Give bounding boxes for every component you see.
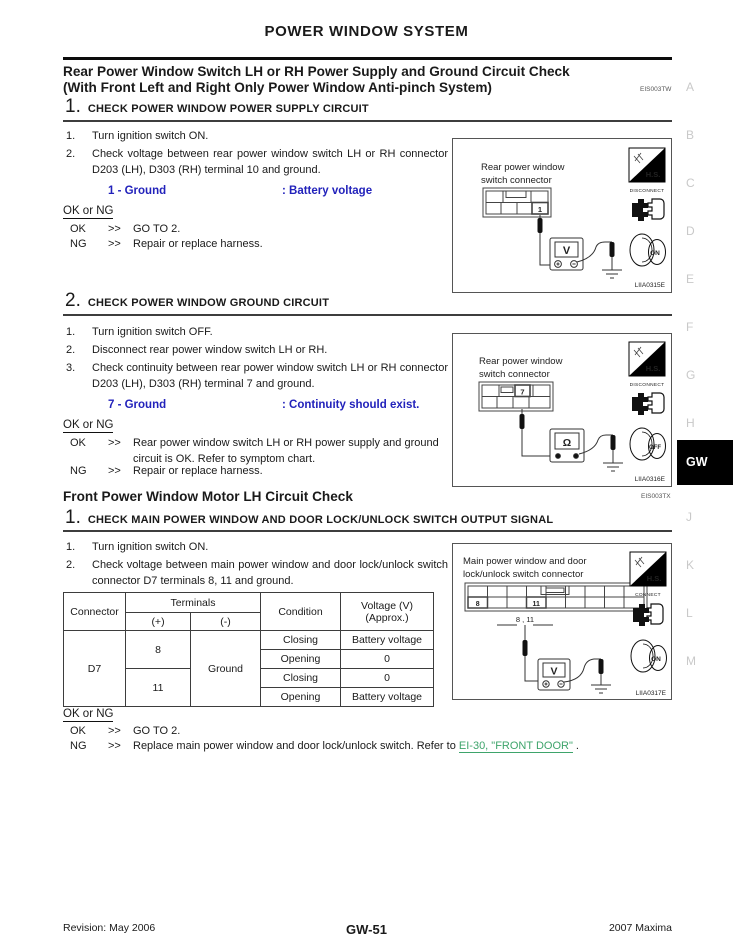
result-label: OK <box>70 437 86 449</box>
result-label: OK <box>70 223 86 235</box>
probe-icon <box>599 659 604 674</box>
result-label: OK <box>70 725 86 737</box>
item-number: 3. <box>66 362 76 374</box>
step3-items <box>63 539 448 589</box>
spec-value: : Battery voltage <box>282 185 373 197</box>
item-number: 1. <box>66 326 76 338</box>
hs-icon <box>629 148 665 182</box>
step-heading <box>63 507 672 529</box>
test-probe-wire <box>522 409 553 456</box>
item-text: Turn ignition switch OFF. <box>92 326 213 338</box>
col-header: (+) <box>126 613 191 631</box>
step1-items <box>63 128 448 178</box>
result-ng <box>63 464 448 480</box>
list-item <box>63 324 448 340</box>
item-number: 2. <box>66 148 76 160</box>
connect-icon <box>633 604 663 626</box>
figure-label: lock/unlock switch connector <box>463 569 584 580</box>
step2-items <box>63 324 448 392</box>
result-arrow: >> <box>108 223 121 235</box>
result-text: Rear power window switch LH or RH power supply and ground circuit is OK. Refer to symptom chart. <box>133 437 439 465</box>
col-header: Condition <box>261 593 341 631</box>
meter-letter: V <box>562 245 571 257</box>
figure-code: LIIA0315E <box>634 282 665 289</box>
ignition-key-icon <box>630 234 666 266</box>
hs-icon <box>630 552 666 586</box>
margin-letter-j: J <box>686 510 692 524</box>
result-ng <box>63 739 672 755</box>
margin-letter-f: F <box>686 320 694 334</box>
voltage-table <box>63 592 434 707</box>
margin-letter-e: E <box>686 272 695 286</box>
item-text: Turn ignition switch ON. <box>92 541 209 553</box>
section-code: EIS003TW <box>640 86 672 93</box>
cell-condition: Opening <box>261 688 341 707</box>
okng-heading: OK or NG <box>63 708 114 720</box>
disconnect-icon <box>632 199 664 221</box>
svg-text:H.S.: H.S. <box>645 364 661 373</box>
result-text <box>133 739 672 755</box>
divider <box>63 120 672 122</box>
margin-letter-h: H <box>686 416 695 430</box>
list-item <box>63 360 448 392</box>
col-header: (-) <box>191 613 261 631</box>
figure-3-diagram <box>453 544 671 699</box>
terminal-number: 11 <box>532 600 540 608</box>
cell-condition: Closing <box>261 631 341 650</box>
item-text: Check voltage between main power window and door lock/unlock switch connector D7 terminals 8, 11 and ground. <box>92 559 448 587</box>
result-text-pre: Replace main power window and door lock/unlock switch. Refer to <box>133 740 459 752</box>
list-item <box>63 128 448 144</box>
result-arrow: >> <box>108 740 121 752</box>
footer-revision: Revision: May 2006 <box>63 922 156 934</box>
list-item <box>63 557 448 589</box>
result-text: GO TO 2. <box>133 725 181 737</box>
item-text: Check voltage between rear power window switch LH or RH connector D203 (LH), D303 (RH) terminal 10 and ground. <box>92 148 448 176</box>
svg-text:H.S.: H.S. <box>645 170 661 179</box>
figure-code: LIIA0316E <box>634 476 665 483</box>
figure-label: Rear power window <box>481 162 565 173</box>
cell-plus: 11 <box>126 669 191 707</box>
figure-label: Main power window and door <box>463 556 587 567</box>
cell-voltage: Battery voltage <box>341 631 434 650</box>
divider <box>63 530 672 532</box>
section-tab-gw: GW <box>677 440 733 485</box>
probe-icon <box>610 242 615 257</box>
terminals-callout: 8 , 11 <box>515 615 535 624</box>
margin-letter-k: K <box>686 558 695 572</box>
hs-icon <box>629 342 665 376</box>
divider <box>63 57 672 60</box>
okng-heading: OK or NG <box>63 205 114 217</box>
list-item <box>63 146 448 178</box>
figure-rear-switch-voltage <box>452 138 672 293</box>
result-label: NG <box>70 238 87 250</box>
ignition-key-icon <box>630 428 666 460</box>
key-state: ON <box>651 656 661 663</box>
probe-icon <box>520 414 525 429</box>
step-number: 1. <box>65 96 81 117</box>
col-header: Terminals <box>126 593 261 613</box>
result-text: Repair or replace harness. <box>133 465 263 477</box>
figure-label: switch connector <box>481 175 552 186</box>
probe-icon <box>523 640 528 656</box>
page-title: POWER WINDOW SYSTEM <box>264 23 469 40</box>
cell-voltage: 0 <box>341 669 434 688</box>
item-text: Turn ignition switch ON. <box>92 130 209 142</box>
item-number: 2. <box>66 559 76 571</box>
section-title-front-motor: Front Power Window Motor LH Circuit Check <box>63 489 353 504</box>
spec-line <box>63 185 448 200</box>
spec-terminal: 7 - Ground <box>108 399 167 411</box>
step-number: 2. <box>65 290 81 311</box>
item-text: Disconnect rear power window switch LH or RH. <box>92 344 328 356</box>
col-header-line: (Approx.) <box>365 611 409 624</box>
item-number: 1. <box>66 541 76 553</box>
result-ok <box>63 724 672 740</box>
connector-grid <box>465 583 647 611</box>
cell-plus: 8 <box>126 631 191 669</box>
figure-2-diagram <box>453 334 671 486</box>
terminal-number: 7 <box>520 387 525 397</box>
col-header-line: Voltage (V) <box>361 599 413 612</box>
list-item <box>63 539 448 555</box>
figure-label: Rear power window <box>479 356 563 367</box>
cell-voltage: Battery voltage <box>341 688 434 707</box>
margin-letter-g: G <box>686 368 696 382</box>
result-ok <box>63 222 448 238</box>
divider <box>63 314 672 316</box>
cell-condition: Opening <box>261 650 341 669</box>
section-code: EIS003TX <box>641 493 671 500</box>
step-heading <box>63 96 672 118</box>
ground-icon <box>591 674 611 693</box>
disconnect-icon <box>632 393 664 415</box>
margin-letter-d: D <box>686 224 695 238</box>
step-heading <box>63 290 672 312</box>
connector-grid <box>479 382 553 411</box>
margin-letter-m: M <box>686 654 696 668</box>
result-ok <box>63 436 448 467</box>
cell-condition: Closing <box>261 669 341 688</box>
key-state: ON <box>650 250 660 257</box>
item-text: Check continuity between rear power window switch LH or RH connector D203 (LH), D303 (RH) terminal 7 and ground. <box>92 362 448 390</box>
cell-connector: D7 <box>64 631 126 707</box>
result-text: GO TO 2. <box>133 223 181 235</box>
margin-letter-a: A <box>686 80 695 94</box>
section-title-rear-switch <box>63 64 672 96</box>
cell-voltage: 0 <box>341 650 434 669</box>
list-item <box>63 342 448 358</box>
section-title-line2: (With Front Left and Right Only Power Window Anti-pinch System) <box>63 80 492 95</box>
result-label: NG <box>70 740 87 752</box>
result-ng <box>63 237 448 253</box>
spec-value: : Continuity should exist. <box>282 399 420 411</box>
spec-line <box>63 399 448 414</box>
connect-state-label: DISCONNECT <box>629 383 665 388</box>
connect-state-label: DISCONNECT <box>629 189 665 194</box>
result-arrow: >> <box>108 437 121 449</box>
figure-1-diagram <box>453 139 671 292</box>
probe-icon <box>611 435 616 450</box>
key-state: OFF <box>649 445 661 451</box>
result-arrow: >> <box>108 238 121 250</box>
figure-label: switch connector <box>479 369 550 380</box>
ground-icon <box>603 450 623 471</box>
meter-letter: Ω <box>562 437 572 449</box>
col-header: Connector <box>64 593 126 631</box>
terminal-number: 8 <box>475 600 480 608</box>
connect-state-label: CONNECT <box>635 593 661 598</box>
figure-rear-switch-continuity <box>452 333 672 487</box>
result-text: Repair or replace harness. <box>133 238 263 250</box>
meter-letter: V <box>550 665 558 678</box>
svg-text:H.S.: H.S. <box>646 574 662 583</box>
result-arrow: >> <box>108 465 121 477</box>
result-text-post: . <box>572 740 579 752</box>
spec-terminal: 1 - Ground <box>108 185 167 197</box>
footer-model: 2007 Maxima <box>608 922 672 934</box>
margin-letter-b: B <box>686 128 695 142</box>
step-title: CHECK POWER WINDOW POWER SUPPLY CIRCUIT <box>87 103 369 115</box>
item-number: 2. <box>66 344 76 356</box>
probe-icon <box>538 218 543 233</box>
result-label: NG <box>70 465 87 477</box>
step-number: 1. <box>65 507 81 528</box>
result-arrow: >> <box>108 725 121 737</box>
section-title-line1: Rear Power Window Switch LH or RH Power Supply and Ground Circuit Check <box>63 64 570 79</box>
margin-letter-l: L <box>686 606 693 620</box>
cell-minus: Ground <box>191 631 261 707</box>
step-title: CHECK POWER WINDOW GROUND CIRCUIT <box>87 297 330 309</box>
margin-letter-c: C <box>686 176 695 190</box>
figure-code: LIIA0317E <box>635 690 666 697</box>
col-header <box>341 593 434 631</box>
page-number: GW-51 <box>346 922 387 937</box>
ignition-key-icon <box>631 640 667 672</box>
front-door-reference-link[interactable]: EI-30, "FRONT DOOR" <box>458 740 573 752</box>
okng-heading: OK or NG <box>63 419 114 431</box>
step-title: CHECK MAIN POWER WINDOW AND DOOR LOCK/UNLOCK SWITCH OUTPUT SIGNAL <box>87 514 554 526</box>
item-number: 1. <box>66 130 76 142</box>
ground-icon <box>602 257 622 278</box>
terminal-number: 1 <box>537 205 543 214</box>
figure-main-switch-voltage <box>452 543 672 700</box>
